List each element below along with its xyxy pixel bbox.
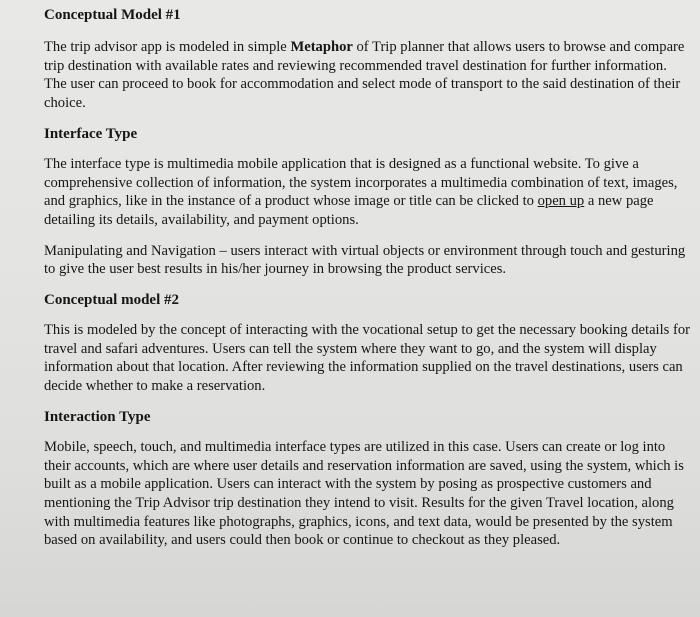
paragraph-text: of Trip planner that allows users to browse and compare trip destination with available rates and reviewing recommended travel destination for further information. The user can proceed to book for accommodation and select mode of transport to the said destination of their choice.: [44, 39, 685, 112]
paragraph-text: The trip advisor app is modeled in simple: [44, 39, 291, 55]
heading-interface-type: Interface Type: [44, 125, 138, 142]
underlined-text-open-up: open up: [537, 193, 585, 210]
heading-conceptual-model-1: Conceptual Model #1: [44, 7, 181, 23]
paragraph-interface-type: [44, 155, 690, 230]
bold-term-metaphor: Metaphor: [290, 39, 353, 55]
document-page: [44, 6, 690, 550]
paragraph-manipulating-navigation: Manipulating and Navigation – users interact with virtual objects or environment through touch and gesturing to give the user best results in his/her journey in browsing the product services.: [44, 242, 686, 278]
paragraph-conceptual-model-2: This is modeled by the concept of interacting with the vocational setup to get the necessary booking details for travel and safari adventures. Users can tell the system where they want to go, and the system will display information about that location. After reviewing the information supplied on the travel destinations, users can decide whether to make a reservation.: [44, 322, 691, 395]
paragraph-text: The interface type is multimedia mobile application that is designed as a functional website. To give a comprehensive collection of information, the system incorporates a multimedia combination of text, images, and graphics, like in the instance of a product whose image or title can be clicked to: [44, 155, 678, 210]
paragraph-metaphor: [44, 38, 690, 113]
heading-interaction-type: Interaction Type: [44, 408, 151, 425]
paragraph-text: a new page detailing its details, availability, and payment options.: [44, 193, 654, 228]
paragraph-interaction-type: Mobile, speech, touch, and multimedia interface types are utilized in this case. Users can create or log into their accounts, which are where user details and reservation information are saved, using the system, which is built as a mobile application. Users can interact with the system by posing as prospective customers and mentioning the Trip Advisor trip destination they intend to visit. Results for the given Travel location, along with multimedia features like photographs, graphics, icons, and text data, would be presented by the system based on availability, and users could then book or continue to checkout as they pleased.: [44, 438, 684, 549]
heading-conceptual-model-2: Conceptual model #2: [44, 292, 179, 309]
